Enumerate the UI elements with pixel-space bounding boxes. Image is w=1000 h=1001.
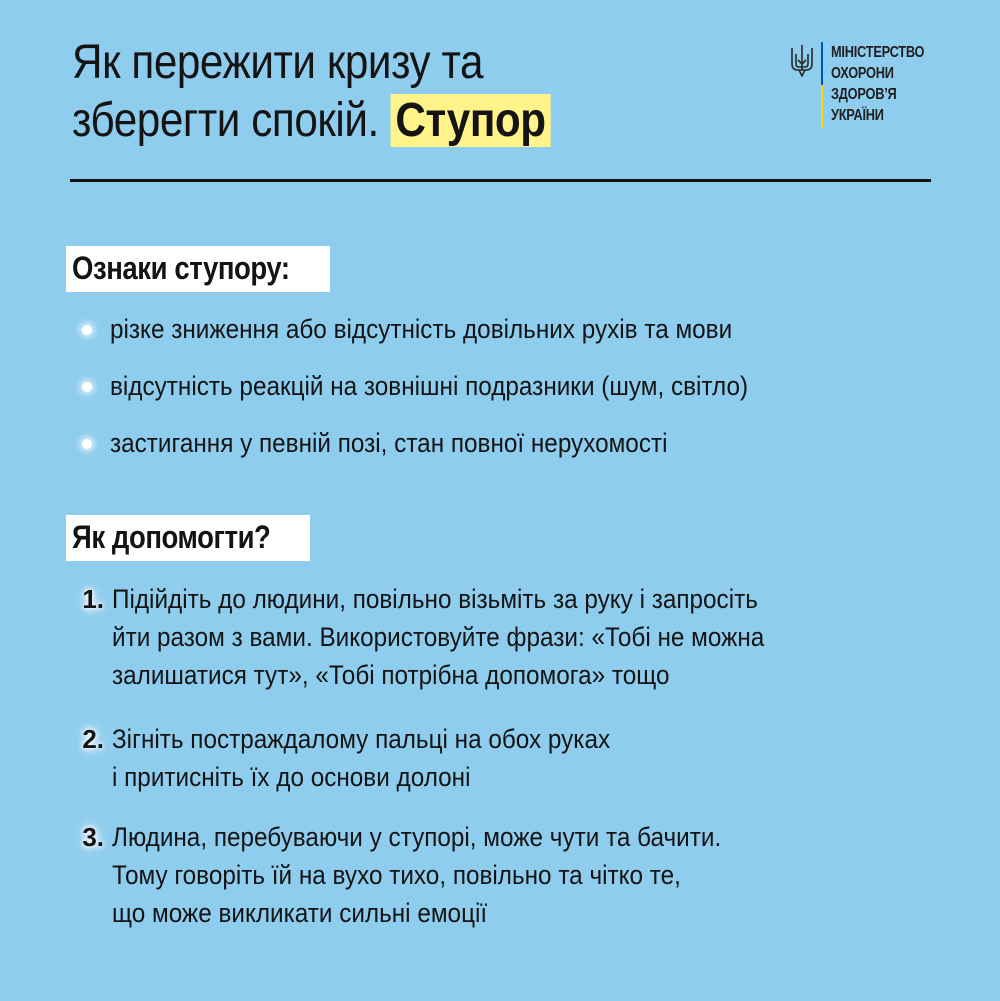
ministry-logo — [790, 42, 948, 130]
step-line: Підійдіть до людини, повільно візьміть за руку і запросіть — [112, 584, 758, 614]
step-text — [112, 720, 610, 796]
step-line: Людина, перебуваючи у ступорі, може чути та бачити. — [112, 822, 722, 852]
list-item-text: застигання у певній позі, стан повної нерухомості — [110, 428, 668, 458]
title-line-2-text: зберегти спокій. — [72, 94, 379, 147]
step-line: Тому говоріть їй на вухо тихо, повільно та чітко те, — [112, 860, 681, 890]
logo-line: ЗДОРОВ’Я — [831, 86, 897, 103]
step-line: залишатися тут», «Тобі потрібна допомога» тощо — [112, 660, 670, 690]
step-text — [112, 818, 721, 932]
bullet-dot-icon — [82, 382, 92, 392]
logo-flag-bar — [821, 42, 823, 128]
title-highlight: Ступор — [390, 94, 551, 147]
page-title — [72, 34, 551, 150]
help-heading-text: Як допомогти? — [72, 519, 271, 555]
step-line: Зігніть постраждалому пальці на обох руках — [112, 724, 611, 754]
logo-text — [831, 42, 924, 126]
title-line-2 — [72, 92, 551, 150]
logo-line: МІНІСТЕРСТВО — [831, 44, 925, 61]
list-item-text: відсутність реакцій на зовнішні подразники (шум, світло) — [110, 371, 749, 401]
step-line: що може викликати сильні емоції — [112, 898, 488, 928]
logo-line: УКРАЇНИ — [831, 107, 884, 124]
title-divider — [70, 179, 931, 182]
trident-icon — [790, 44, 814, 78]
step-number: 3. — [82, 822, 104, 852]
help-heading — [66, 515, 310, 561]
bullet-dot-icon — [82, 439, 92, 449]
step-line: йти разом з вами. Використовуйте фрази: «Тобі не можна — [112, 622, 765, 652]
signs-heading — [66, 246, 330, 292]
step-number: 1. — [82, 584, 104, 614]
bullet-dot-icon — [82, 325, 92, 335]
list-item-text: різке зниження або відсутність довільних рухів та мови — [110, 314, 733, 344]
step-number: 2. — [82, 724, 104, 754]
step-line: і притисніть їх до основи долоні — [112, 762, 471, 792]
signs-heading-text: Ознаки ступору: — [72, 250, 290, 286]
step-text — [112, 580, 764, 694]
title-line-1: Як пережити кризу та — [72, 36, 484, 89]
logo-line: ОХОРОНИ — [831, 65, 894, 82]
